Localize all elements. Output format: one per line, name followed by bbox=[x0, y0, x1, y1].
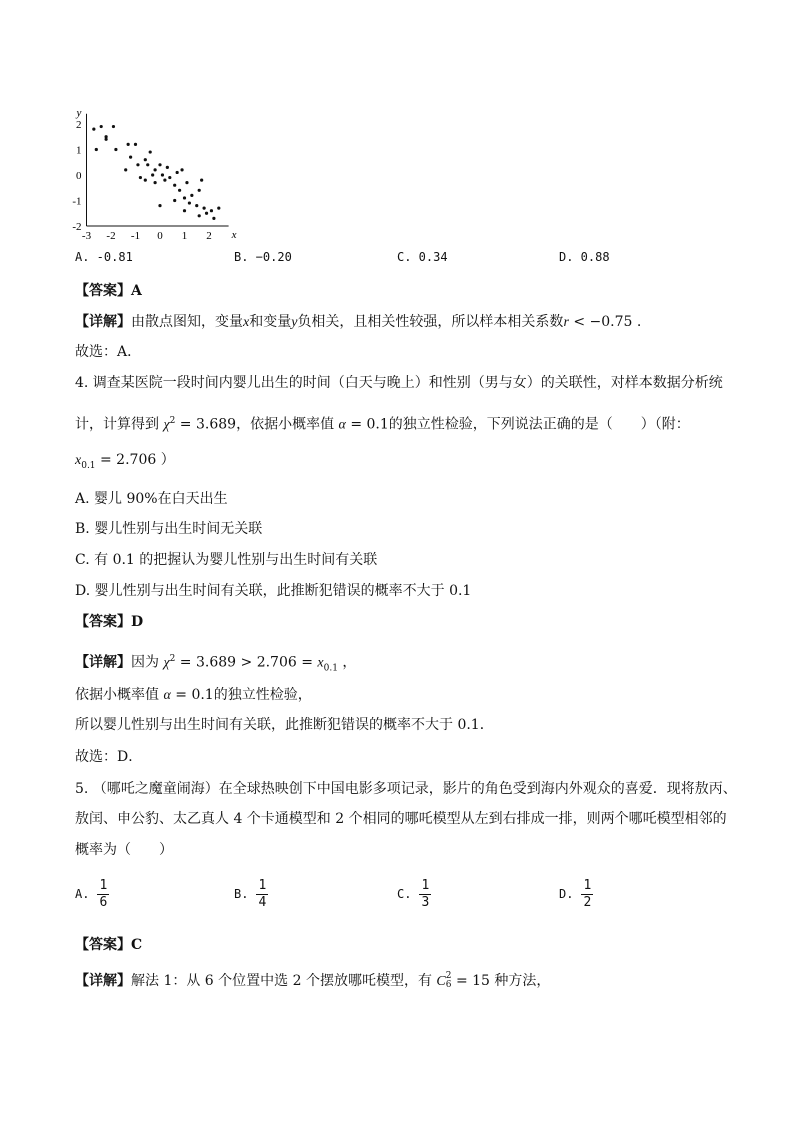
math-text: = 2.706 ） bbox=[95, 452, 175, 468]
text: 和变量 bbox=[249, 314, 292, 330]
y-tick-label: -2 bbox=[72, 221, 82, 233]
data-point bbox=[105, 138, 108, 141]
math-var: y bbox=[291, 315, 298, 330]
math-var: α bbox=[338, 417, 346, 433]
math-sup: 2 bbox=[445, 971, 452, 981]
text: ，依据小概率值 bbox=[236, 416, 339, 433]
text: 因为 bbox=[131, 654, 164, 671]
q4-analysis-line-2 bbox=[75, 686, 312, 705]
data-point bbox=[203, 207, 206, 210]
data-point bbox=[154, 181, 157, 184]
fraction: $\frac{1}{2}$ bbox=[583, 878, 592, 910]
data-point bbox=[166, 166, 169, 169]
text: 的独立性检验， bbox=[213, 687, 312, 703]
fraction: $\frac{1}{4}$ bbox=[258, 878, 267, 910]
y-tick-label: -1 bbox=[72, 195, 82, 208]
x-tick-label: -2 bbox=[106, 230, 116, 242]
math-var: x bbox=[243, 315, 250, 330]
text: 依据小概率值 bbox=[75, 687, 164, 703]
data-point bbox=[124, 168, 127, 171]
data-point bbox=[168, 176, 171, 179]
q3-option-d[interactable]: D. 0.88 bbox=[559, 250, 610, 264]
data-point bbox=[154, 168, 157, 171]
q4-option-c[interactable]: C. 有 0.1 的把握认为婴儿性别与出生时间有关联 bbox=[75, 552, 378, 568]
analysis-label: 【详解】 bbox=[75, 973, 131, 989]
q3-option-b[interactable]: B. −0.20 bbox=[234, 250, 292, 264]
y-tick-label: 2 bbox=[76, 119, 82, 131]
data-point bbox=[144, 179, 147, 182]
data-point bbox=[198, 214, 201, 217]
scatter-plot bbox=[68, 90, 248, 245]
data-point bbox=[217, 207, 220, 210]
text: ， bbox=[337, 654, 357, 671]
data-point bbox=[195, 204, 198, 207]
q5-analysis-line-1 bbox=[75, 972, 550, 991]
data-point bbox=[200, 179, 203, 182]
q4-option-d[interactable]: D. 婴儿性别与出生时间有关联，此推断犯错误的概率不大于 0.1 bbox=[75, 583, 472, 599]
data-point bbox=[161, 173, 164, 176]
q5-option-b[interactable] bbox=[234, 878, 268, 911]
plot-points bbox=[92, 125, 220, 220]
data-point bbox=[134, 143, 137, 146]
fraction: $\frac{1}{3}$ bbox=[421, 878, 430, 910]
q3-analysis bbox=[75, 313, 641, 332]
q4-option-a[interactable]: A. 婴儿 90%在白天出生 bbox=[75, 491, 228, 507]
y-axis-label: y bbox=[76, 106, 82, 119]
data-point bbox=[139, 176, 142, 179]
plot-ticks bbox=[72, 119, 211, 242]
math-sub: 0.1 bbox=[323, 663, 338, 674]
data-point bbox=[144, 158, 147, 161]
math-var: r bbox=[563, 315, 569, 330]
q4-analysis-line-1: 【详解】因为 $\chi^2 = 3.689 > 2.706 = x_{0.1}$ ， bbox=[75, 654, 357, 674]
data-point bbox=[183, 196, 186, 199]
math-text: = 15 bbox=[451, 973, 490, 989]
math-sub: 6 bbox=[445, 980, 452, 990]
math-text: = 0.1 bbox=[345, 416, 389, 433]
data-point bbox=[146, 163, 149, 166]
option-label: C. bbox=[397, 887, 412, 901]
analysis-label: 【详解】 bbox=[75, 314, 131, 330]
data-point bbox=[100, 125, 103, 128]
math-text: = 3.689 > 2.706 = bbox=[175, 654, 318, 671]
fraction: $\frac{1}{6}$ bbox=[99, 878, 108, 910]
q3-option-a[interactable]: A. -0.81 bbox=[75, 250, 133, 264]
option-label: D. bbox=[559, 887, 574, 901]
text: 负相关，且相关性较强，所以样本相关系数 bbox=[297, 314, 564, 330]
q5-stem-line-1: 5. （哪吒之魔童闹海）在全球热映创下中国电影多项记录，影片的角色受到海内外观众的喜爱．现将敖丙、 bbox=[75, 781, 737, 797]
q4-choose: 故选：D． bbox=[75, 749, 143, 765]
q5-stem-line-2: 敖闰、申公豹、太乙真人 4 个卡通模型和 2 个相同的哪吒模型从左到右排成一排，则两个哪吒模型相邻的 bbox=[75, 811, 727, 827]
data-point bbox=[173, 199, 176, 202]
option-label: A. bbox=[75, 887, 90, 901]
x-axis-label: x bbox=[231, 229, 237, 241]
data-point bbox=[183, 209, 186, 212]
data-point bbox=[163, 179, 166, 182]
math-text: < −0.75 . bbox=[568, 314, 642, 330]
text: 计，计算得到 bbox=[75, 416, 164, 433]
text: 解法 1：从 6 个位置中选 2 个摆放哪吒模型，有 bbox=[131, 973, 437, 989]
q4-answer: 【答案】D bbox=[75, 614, 144, 630]
math-var: C bbox=[436, 974, 446, 989]
data-point bbox=[92, 128, 95, 131]
data-point bbox=[151, 173, 154, 176]
data-point bbox=[178, 189, 181, 192]
text: 种方法， bbox=[489, 973, 551, 989]
option-label: B. bbox=[234, 887, 249, 901]
data-point bbox=[198, 189, 201, 192]
x-tick-label: 2 bbox=[206, 230, 212, 242]
data-point bbox=[95, 148, 98, 151]
data-point bbox=[112, 125, 115, 128]
x-tick-label: -3 bbox=[81, 230, 92, 242]
x-tick-label: 0 bbox=[157, 230, 163, 242]
q4-option-b[interactable]: B. 婴儿性别与出生时间无关联 bbox=[75, 521, 263, 537]
data-point bbox=[127, 143, 130, 146]
data-point bbox=[114, 148, 117, 151]
q4-stem-line-3 bbox=[75, 451, 175, 475]
data-point bbox=[190, 194, 193, 197]
data-point bbox=[212, 217, 215, 220]
data-point bbox=[158, 204, 161, 207]
text: 的独立性检验，下列说法正确的是（ ）（附： bbox=[388, 416, 690, 433]
math-sub: 0.1 bbox=[81, 460, 96, 471]
math-var: χ bbox=[163, 655, 170, 671]
q4-stem-line-2: 计，计算得到 $\chi^2 = 3.689$，依据小概率值 α = 0.1的独立性检验，下列说法正确的是（ ）（附： bbox=[75, 416, 690, 433]
q5-answer: 【答案】C bbox=[75, 937, 143, 953]
data-point bbox=[210, 209, 213, 212]
data-point bbox=[176, 171, 179, 174]
data-point bbox=[180, 168, 183, 171]
math-text: = 3.689 bbox=[175, 416, 237, 433]
math-var: χ bbox=[163, 417, 170, 433]
analysis-label: 【详解】 bbox=[75, 654, 131, 671]
math-text: = 0.1 bbox=[170, 687, 214, 703]
data-point bbox=[149, 150, 152, 153]
data-point bbox=[188, 201, 191, 204]
x-tick-label: -1 bbox=[130, 230, 141, 242]
math-var: α bbox=[163, 688, 171, 703]
data-point bbox=[158, 163, 161, 166]
x-tick-label: 1 bbox=[181, 230, 188, 242]
text: 由散点图知，变量 bbox=[131, 314, 243, 330]
q3-answer: 【答案】A bbox=[75, 283, 142, 299]
data-point bbox=[129, 156, 132, 159]
y-tick-label: 0 bbox=[76, 170, 82, 182]
data-point bbox=[136, 163, 139, 166]
data-point bbox=[205, 212, 208, 215]
y-tick-label: 1 bbox=[76, 144, 82, 157]
math-var: x bbox=[75, 453, 82, 468]
q3-choose: 故选：A． bbox=[75, 344, 142, 360]
q3-option-c[interactable]: C. 0.34 bbox=[397, 250, 448, 264]
q4-stem-line-1: 4. 调查某医院一段时间内婴儿出生的时间（白天与晚上）和性别（男与女）的关联性，对样本数据分析统 bbox=[75, 375, 723, 391]
q4-analysis-line-3: 所以婴儿性别与出生时间有关联，此推断犯错误的概率不大于 0.1． bbox=[75, 717, 494, 733]
q5-option-a[interactable] bbox=[75, 878, 109, 911]
q5-option-d[interactable] bbox=[559, 878, 593, 911]
q5-option-c[interactable] bbox=[397, 878, 431, 911]
q5-stem-line-3: 概率为（ ） bbox=[75, 842, 173, 858]
data-point bbox=[173, 184, 176, 187]
data-point bbox=[185, 181, 188, 184]
math-var: x bbox=[317, 655, 324, 671]
